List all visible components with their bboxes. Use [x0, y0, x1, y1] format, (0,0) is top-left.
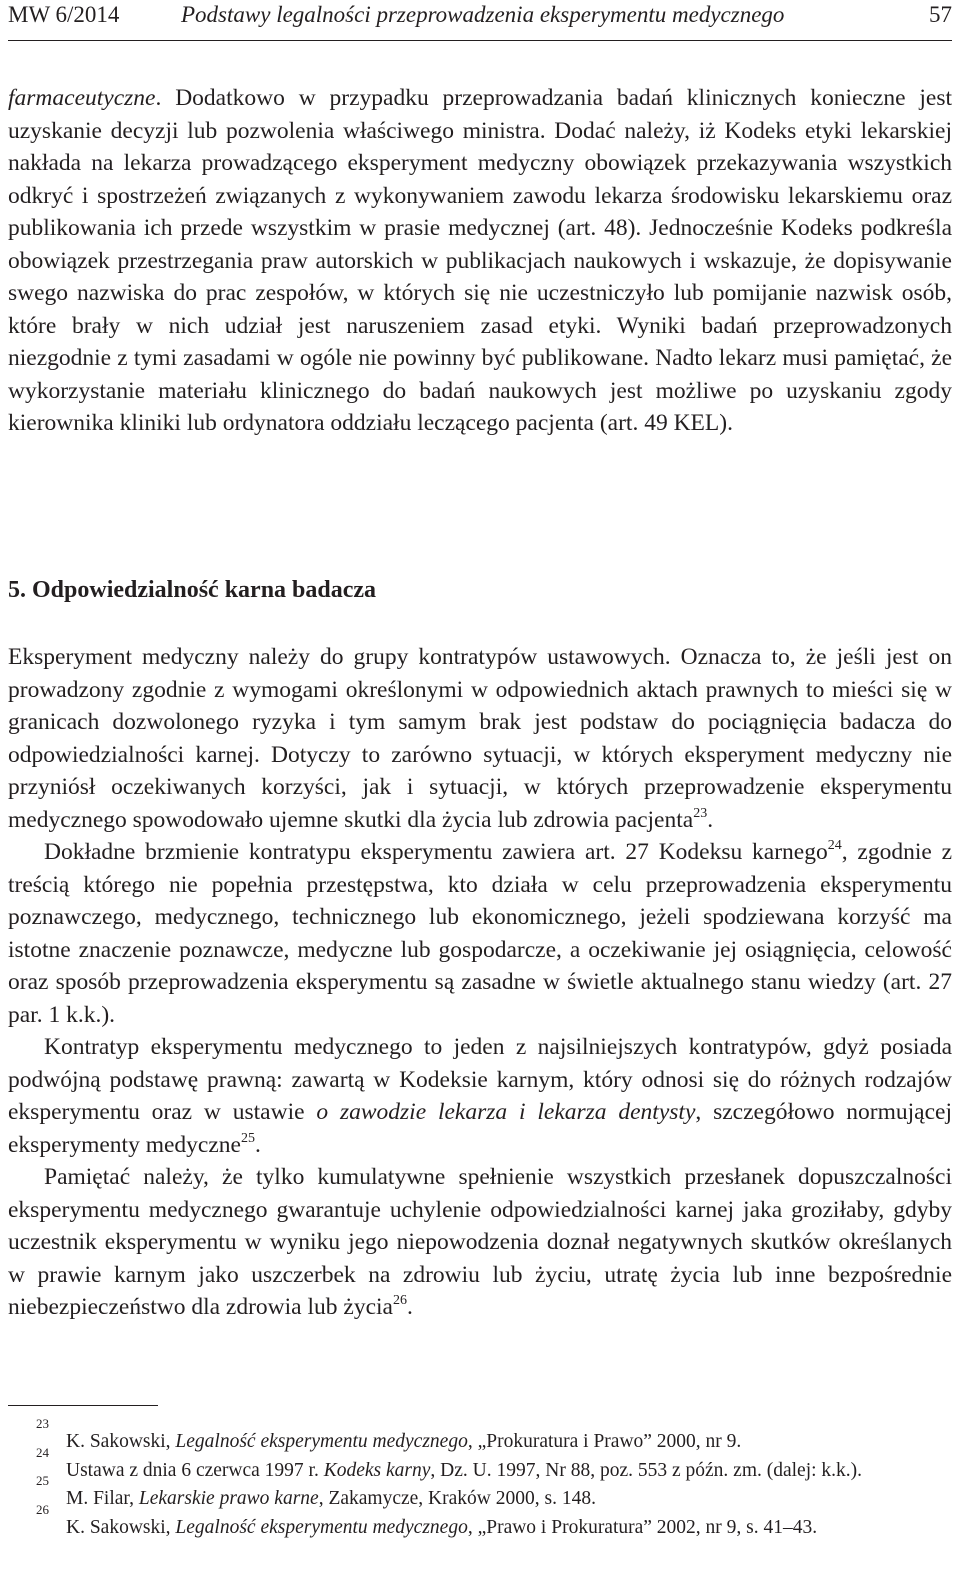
footnote-title: Legalność eksperymentu medycznego	[175, 1431, 468, 1452]
footnote-ref-25[interactable]: 25	[240, 1130, 255, 1146]
footnote-number: 25	[36, 1473, 49, 1488]
footnote-source: , „Prokuratura i Prawo” 2000, nr 9.	[467, 1431, 742, 1452]
paragraph-4-end: .	[254, 1131, 261, 1158]
footnote-ref-24[interactable]: 24	[827, 838, 842, 854]
paragraph-4	[8, 1031, 952, 1161]
paragraph-1-text: . Dodatkowo w przypadku przeprowadzania badań klinicznych konieczne jest uzyskanie decyzji lub pozwolenia właściwego ministra. Dodać należy, iż Kodeks etyki lekarskiej nakłada na lekarza prowadzącego eksperyment medyczny obowiązek przekazywania wszystkich odkryć i spostrzeżeń związanych z wykonywaniem zawodu lekarza środowisku lekarskiemu oraz publikowania ich przede wszystkim w prasie medycznej (art. 48). Jednocześnie Kodeks podkreśla obowiązek przestrzegania praw autorskich w publikacjach naukowych i wskazuje, że dopisywanie swego nazwiska do prac zespołów, w których się nie uczestniczyło lub pomijanie nazwisk osób, które brały w nich udział jest naruszeniem zasad etyki. Wyniki badań przeprowadzonych niezgodnie z tymi zasadami w ogóle nie powinny być publikowane. Nadto lekarz musi pamiętać, że wykorzystanie materiału klinicznego do badań naukowych jest możliwe po uzyskaniu zgody kierownika kliniki lub ordynatora oddziału leczącego pacjenta (art. 49 KEL).	[8, 85, 952, 436]
footnote-text	[8, 1457, 952, 1486]
footnote-title: Legalność eksperymentu medycznego	[175, 1516, 468, 1538]
footnote-author: M. Filar,	[66, 1488, 139, 1509]
footnote-title: Kodeks karny	[323, 1459, 431, 1481]
footnote-author: K. Sakowski,	[66, 1516, 176, 1538]
paragraph-1	[8, 82, 952, 440]
footnote-24	[8, 1444, 952, 1486]
paragraph-2	[8, 641, 952, 836]
italic-act-title: o zawodzie lekarza i lekarza dentysty	[316, 1099, 696, 1125]
running-title: Podstawy legalności przeprowadzenia eksperymentu medycznego	[181, 2, 785, 27]
paragraph-5-end: .	[406, 1294, 413, 1320]
section-body	[8, 641, 952, 1324]
paragraph-2-text: Eksperyment medyczny należy do grupy kontratypów ustawowych. Oznacza to, że jeśli jest on prowadzony zgodnie z wymogami określonymi w odpowiednich aktach prawnych to mieści się w granicach dozwolonego ryzyka i tym samym brak jest podstaw do pociągnięcia badacza do odpowiedzialności karnej. Dotyczy to zarówno sytuacji, w których eksperyment medyczny nie przyniósł oczekiwanych korzyści, jak i sytuacji, w których przeprowadzenie eksperymentu medycznego spowodowało ujemne skutki dla życia lub zdrowia pacjenta	[8, 644, 952, 833]
footnote-ref-23[interactable]: 23	[693, 805, 708, 821]
footnote-text	[8, 1428, 952, 1457]
paragraph-4-text-a: Kontratyp eksperymentu medycznego to jeden z najsilniejszych kontratypów, gdyż posiada podwójną podstawę prawną: zawartą w Kodeksie karnym, który odnosi się do różnych rodzajów eksperymentu oraz w ustawie	[8, 1034, 952, 1125]
paragraph-3-text-a: Dokładne brzmienie kontratypu eksperymentu zawiera art. 27 Kodeksu karnego	[44, 839, 828, 865]
paragraph-4-text-b: , szczegółowo normującej eksperymenty medyczne	[8, 1099, 952, 1158]
footnote-23	[8, 1416, 952, 1457]
paragraph-continued	[8, 82, 952, 440]
footnote-text	[8, 1514, 952, 1543]
footnotes	[8, 1416, 952, 1542]
italic-term: farmaceutyczne	[8, 85, 156, 111]
section-heading: 5. Odpowiedzialność karna badacza	[8, 577, 377, 603]
footnote-25	[8, 1473, 952, 1514]
paragraph-3-text-b: , zgodnie z treścią którego nie popełnia przestępstwa, kto działa w celu przeprowadzenia eksperymentu poznawczego, medycznego, technicznego lub ekonomicznego, jeżeli spodziewana korzyść ma istotne znaczenie poznawcze, medyczne lub gospodarcze, a oczekiwanie jej osiągnięcia, celowość oraz sposób przeprowadzenia eksperymentu są zasadne w świetle aktualnego stanu wiedzy (art. 27 par. 1 k.k.).	[8, 839, 952, 1028]
journal-issue: MW 6/2014	[8, 2, 120, 27]
footnote-source: , Zakamycze, Kraków 2000, s. 148.	[318, 1488, 596, 1509]
running-header	[8, 0, 952, 32]
footnote-source: , Dz. U. 1997, Nr 88, poz. 553 z późn. zm. (dalej: k.k.).	[430, 1459, 863, 1481]
footnote-rule	[8, 1405, 158, 1406]
footnote-source: , „Prawo i Prokuratura” 2002, nr 9, s. 41–43.	[467, 1516, 818, 1538]
paragraph-5-text: Pamiętać należy, że tylko kumulatywne spełnienie wszystkich przesłanek dopuszczalności eksperymentu medycznego gwarantuje uchylenie odpowiedzialności karnej jaka groziłaby, gdyby uczestnik eksperymentu w wyniku jego niepowodzenia doznał negatywnych skutków określanych w prawie karnym jako uszczerbek na zdrowiu lub życiu, utratę życia lub inne bezpośrednie niebezpieczeństwo dla zdrowia lub życia	[8, 1164, 952, 1320]
footnote-text	[8, 1485, 952, 1514]
footnote-number: 24	[36, 1444, 49, 1460]
paragraph-2-end: .	[707, 806, 714, 833]
footnote-author: Ustawa z dnia 6 czerwca 1997 r.	[66, 1459, 324, 1481]
header-rule	[8, 40, 952, 41]
footnote-number: 26	[36, 1501, 49, 1517]
footnote-26	[8, 1501, 952, 1543]
footnote-number: 23	[36, 1416, 49, 1431]
paragraph-3	[8, 836, 952, 1031]
footnote-title: Lekarskie prawo karne	[138, 1488, 319, 1509]
page-number: 57	[929, 2, 952, 27]
paragraph-5	[8, 1161, 952, 1324]
footnote-author: K. Sakowski,	[66, 1431, 176, 1452]
footnote-ref-26[interactable]: 26	[392, 1293, 407, 1309]
